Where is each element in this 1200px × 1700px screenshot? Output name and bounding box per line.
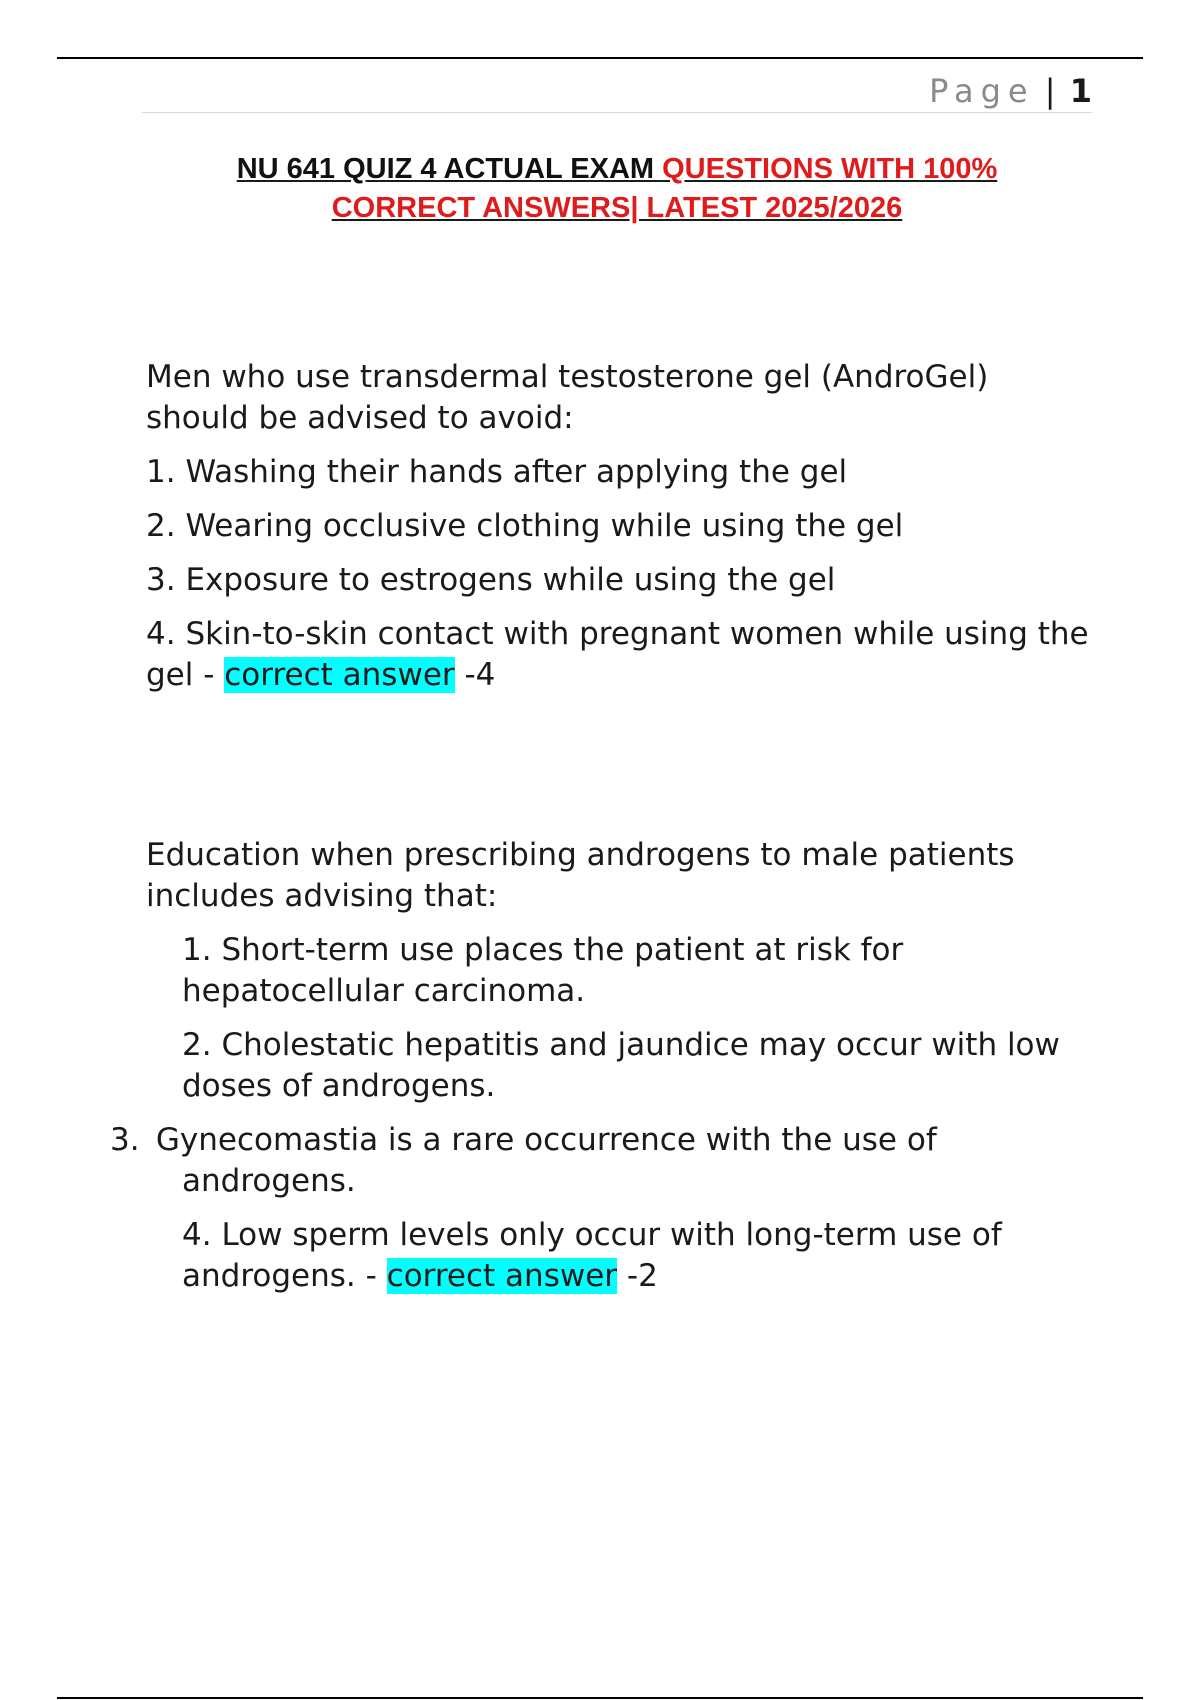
correct-answer-value: -4 [454, 657, 496, 693]
option-text: Washing their hands after applying the gel [185, 454, 848, 490]
option-number: 2. [182, 1027, 212, 1063]
question-1 [146, 357, 1096, 709]
question-stem: Men who use transdermal testosterone gel (AndroGel) should be advised to avoid: [146, 359, 989, 436]
option-text: Cholestatic hepatitis and jaundice may occur with low doses of androgens. [182, 1027, 1060, 1104]
correct-answer-highlight: correct answer [386, 1258, 618, 1294]
option-4 [146, 614, 1096, 696]
question-2 [110, 835, 1096, 1310]
title-course: NU 641 QUIZ 4 ACTUAL EXAM [236, 153, 663, 185]
page-header [142, 70, 1092, 113]
title-highlight-line2: CORRECT ANSWERS| LATEST 2025/2026 [331, 192, 903, 224]
option-text: Gynecomastia is a rare occurrence with the use of androgens. [155, 1122, 937, 1199]
title-highlight-line1: QUESTIONS WITH 100% [662, 153, 998, 185]
page-separator: | [1044, 72, 1056, 110]
page-label: Page [929, 72, 1035, 110]
option-text: Short-term use places the patient at risk for hepatocellular carcinoma. [182, 932, 904, 1009]
option-number: 1. [182, 932, 212, 968]
option-1 [146, 930, 1096, 1012]
bottom-rule [57, 1697, 1143, 1699]
option-text: Skin-to-skin contact with pregnant women while using the gel - [146, 616, 1089, 693]
option-text: Exposure to estrogens while using the gel [185, 562, 836, 598]
top-rule [57, 57, 1143, 59]
option-text: Low sperm levels only occur with long-term use of androgens. - [182, 1217, 1002, 1294]
option-number: 3. [146, 562, 176, 598]
option-2 [146, 506, 1096, 547]
page-number: 1 [1069, 72, 1092, 110]
document-title [142, 150, 1092, 228]
option-number: 4. [146, 616, 176, 652]
correct-answer-highlight: correct answer [224, 657, 455, 693]
option-3: 3. Gynecomastia is a rare occurrence with the use of androgens. [110, 1122, 937, 1199]
option-number: 2. [146, 508, 176, 544]
option-3 [146, 560, 1096, 601]
correct-answer-value: -2 [617, 1258, 658, 1294]
question-stem: Education when prescribing androgens to male patients includes advising that: [146, 837, 1015, 914]
option-2 [146, 1025, 1096, 1107]
option-4 [146, 1215, 1096, 1297]
option-1 [146, 452, 1096, 493]
option-number: 1. [146, 454, 176, 490]
option-number: 4. [182, 1217, 212, 1253]
option-text: Wearing occlusive clothing while using the gel [185, 508, 904, 544]
